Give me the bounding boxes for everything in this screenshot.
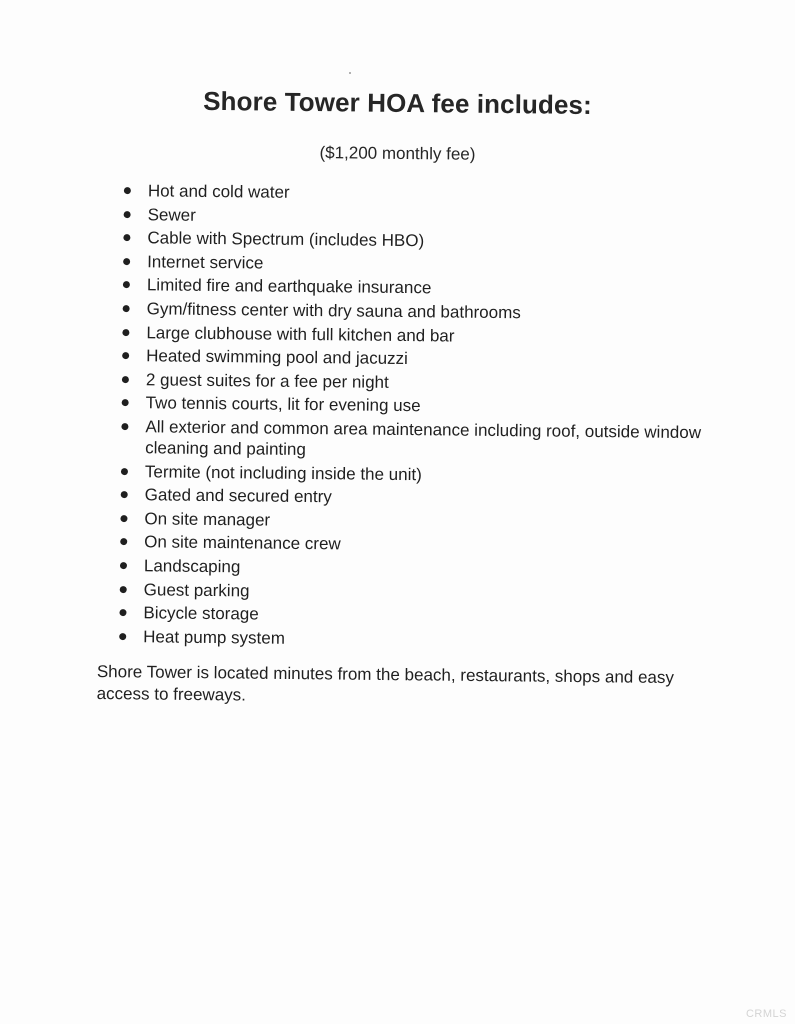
bullet-icon [123, 305, 130, 312]
list-item-text: Termite (not including inside the unit) [144, 461, 422, 484]
list-item-text: On site manager [144, 509, 271, 530]
list-item-text: 2 guest suites for a fee per night [145, 370, 389, 392]
list-item-text: Cable with Spectrum (includes HBO) [147, 228, 425, 251]
bullet-icon [121, 468, 128, 475]
bullet-icon [120, 538, 127, 545]
bullet-icon [123, 281, 130, 288]
list-item [113, 602, 713, 629]
bullet-icon [120, 586, 127, 593]
bullet-icon [119, 633, 126, 640]
list-item [115, 484, 715, 511]
bullet-icon [122, 376, 129, 383]
bullet-icon [121, 423, 128, 430]
fee-subtitle: ($1,200 monthly fee) [319, 143, 476, 164]
list-item [118, 180, 718, 207]
bullet-icon [124, 187, 131, 194]
document-title: Shore Tower HOA fee includes: [203, 85, 592, 120]
list-item [117, 251, 717, 278]
bullet-icon [120, 515, 127, 522]
bullet-icon [124, 211, 131, 218]
list-item [117, 227, 717, 254]
list-item [116, 392, 716, 419]
bullet-icon [122, 352, 129, 359]
list-item [115, 461, 715, 488]
bullet-icon [123, 258, 130, 265]
list-item [118, 204, 718, 231]
included-features-list [113, 180, 718, 656]
list-item [116, 322, 716, 349]
list-item-text: Heated swimming pool and jacuzzi [146, 346, 408, 369]
scan-speck [349, 72, 351, 74]
list-item [117, 274, 717, 301]
list-item-text: Bicycle storage [143, 603, 259, 624]
bullet-icon [120, 562, 127, 569]
list-item-text: Large clubhouse with full kitchen and bar [146, 322, 455, 346]
bullet-icon [119, 609, 126, 616]
list-item-text: Gated and secured entry [144, 485, 332, 507]
list-item-text: Guest parking [143, 579, 250, 600]
list-item-text: Gym/fitness center with dry sauna and bathrooms [146, 299, 521, 323]
bullet-icon [122, 329, 129, 336]
list-item [115, 416, 715, 464]
list-item [116, 345, 716, 372]
bullet-icon [123, 234, 130, 241]
list-item-text: Landscaping [143, 556, 241, 577]
list-item-text: Two tennis courts, lit for evening use [145, 393, 421, 416]
list-item [117, 298, 717, 325]
list-item-text: All exterior and common area maintenance including roof, outside window cleaning and painting [145, 417, 702, 459]
list-item-text: Internet service [147, 252, 264, 273]
list-item-text: Heat pump system [143, 626, 286, 648]
list-item-text: Sewer [147, 204, 196, 225]
list-item [113, 626, 713, 653]
watermark: CRMLS [745, 1008, 787, 1020]
list-item-text: On site maintenance crew [144, 532, 341, 554]
bullet-icon [122, 399, 129, 406]
list-item [114, 555, 714, 582]
bullet-icon [121, 491, 128, 498]
list-item-text: Limited fire and earthquake insurance [146, 275, 432, 298]
list-item [116, 369, 716, 396]
list-item-text: Hot and cold water [147, 181, 290, 202]
list-item [114, 578, 714, 605]
location-paragraph: Shore Tower is located minutes from the beach, restaurants, shops and easy access to freeways. [96, 661, 675, 705]
list-item [114, 531, 714, 558]
list-item [114, 508, 714, 535]
